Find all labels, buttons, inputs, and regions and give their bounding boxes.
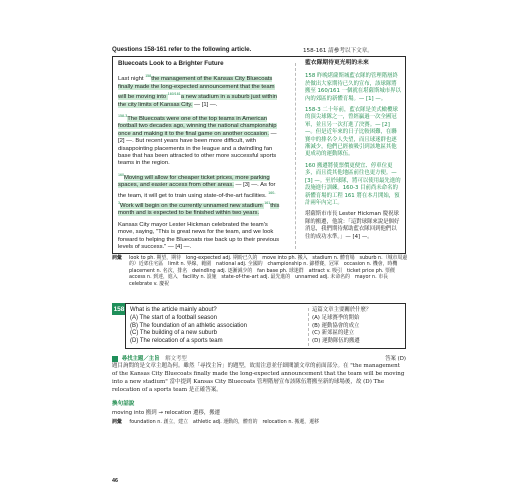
article-paragraph-4: Kansas City mayor Lester Hickman celebrated the team's move, saying, "This is great news for the team, and we look forward to helping the Bluecoats rise back up to their previous levels of success." — [4] —. [118,221,280,250]
option-d-cn: (D) 運動隊伍的搬遷 [312,338,360,345]
article-title: Bluecoats Look to a Brighter Future [118,60,224,67]
vocabulary-text: look to ph. 期望，期待 long-expected adj. 期盼已久的 move into ph. 搬入 stadium n. 體育場 suburb n.（城市周邊的）近郊住宅區 limit n. 界線，範圍 national adj. 全國的 championship n. 錦標賽，冠軍 occasion n. 機會，時機 placement n. 名次，排名 dwindling adj. 逐漸減少的 fan base ph. 球迷群 attract v. 吸引 ticket price ph. 票價 access n. 到達，進入 facility n. 設施 state-of-the-art adj. 最先進的 unnamed adj. 未命名的 mayor n. 市長 celebrate v. 慶祝 [129,255,408,287]
option-d[interactable]: (D) The relocation of a sports team [130,338,223,345]
option-c[interactable]: (C) The building of a new suburb [130,330,217,337]
explanation: 題目詢問的是文章主題為何。雖然「尋找主旨」的題型，故需注意並仔細閱讀文章的前面部分。在 "the management of the Kansas City Bluecoats finally made the long-expected announcement that the team will be moving into a new stadium" 當中提到 Kansas City Bluecoats 管理階層宣布該隊伍將搬至新的球場後，故 (D) The relocation of a sports team 是正確答案。 [112,363,405,393]
article-paragraph-2: $^{158-3}$The Bluecoats were one of the top teams in American football two decades ago, winning the national championship once and making it to the final game on another occasion. — [2] —. But recent years have been more difficult, with disappointing placements in the league and a dwindling fan base that has been attracted to other more successful sports teams in the region. [118,113,277,167]
vocabulary-label: 詞彙 [112,255,122,261]
questions-label-cn: 158-161 請參考以下文章。 [303,48,373,54]
option-b[interactable]: (B) The foundation of an athletic association [130,322,247,329]
article-paragraph-2-cn: 158-3 二十年前，藍衣隊是美式橄欖球的頂尖球隊之一，曾經贏過一次全國冠軍，並且另一次打進了決賽。— [2] —。但是近年來的日子比較困難，在聯賽中的排名令人失望，而且球迷群也逐漸減少，他們已經被吸引到該地區其他更成功的運動隊伍。 [305,107,398,158]
article-paragraph-1-cn: 158 昨晚堪薩斯城藍衣隊的管理階層終於做出大家期待已久的宣布，該球隊將搬至 160/161 一個就在堪薩斯城市界以內的郊區的新體育場。— [1] —。 [305,73,401,102]
tip-label: 尋找主題／主旨 [121,356,160,362]
article-paragraph-1: Last night $^{158}$the management of the Kansas City Bluecoats finally made the long-expected announcement that the team will be moving into $^{160/161}$a new stadium in a suburb just within the city limits of Kansas City. — [1] —. [118,74,278,108]
page-number: 46 [112,478,118,484]
vocabulary-block [112,255,408,287]
option-a-cn: (A) 足球賽季的開始 [312,314,360,321]
article-paragraph-3: $^{160}$Moving will allow for cheaper ticket prices, more parking spaces, and easier access from other areas. — [3] —. As for the team, it will get to train using state-of-the-art facilities. $^{160-3}$Work will begin on the currently unnamed new stadium $^{161}$this month and is expected to be finished within two years. [118,172,280,217]
tip-icon [112,356,118,362]
answer-label: 答案 (D) [385,356,406,362]
question-divider [308,308,309,346]
questions-label: Questions 158-161 refer to the following article. [112,46,252,53]
column-divider [295,63,296,249]
article-box [112,56,406,254]
question-chinese [312,307,404,346]
paraphrase-title: 換句話說 [112,401,135,407]
tip-row [112,354,406,362]
question-box [125,303,406,349]
vocabulary-text-2: foundation n. 創立，建立 athletic adj. 運動的，體育的 relocation n. 搬遷，遷移 [129,419,319,425]
question-prompt: What is the article mainly about? [130,307,217,313]
vocabulary-block-2 [112,418,406,425]
option-c-cn: (C) 新郊區的建立 [312,330,355,337]
article-title-cn: 藍衣隊期待更光明的未來 [305,60,369,66]
vocabulary-label-2: 詞彙 [112,419,122,425]
article-chinese [305,60,401,245]
article-paragraph-4-cn: 堪薩斯市市長 Lester Hickman 慶祝球隊的搬遷，他說：「這對球隊來說是個好消息，我們期待幫助藍衣隊回到他們以往的成功水準。」— [4] —。 [305,211,400,240]
question-prompt-cn: 這篇文章主要關於什麼？ [312,307,372,313]
question-english [130,307,300,346]
article-english [118,60,280,255]
paraphrase-text: moving into 搬到 → relocation 遷移，搬遷 [112,410,221,416]
option-b-cn: (B) 運動協會的成立 [312,322,360,329]
question-number: 158 [112,303,126,315]
article-paragraph-3-cn: 160 搬遷將使票價更便宜、停車位更多，而且從其他地區前往也更方便。— [3] —。至於球隊，將可以使用最先進的設施進行訓練。160-3 目前尚未命名的新體育場的工程 161 將在本月開始，預計兩年內完工。 [305,162,401,206]
tip-sub: 解文考型 [165,356,187,362]
option-a[interactable]: (A) The start of a football season [130,314,217,321]
